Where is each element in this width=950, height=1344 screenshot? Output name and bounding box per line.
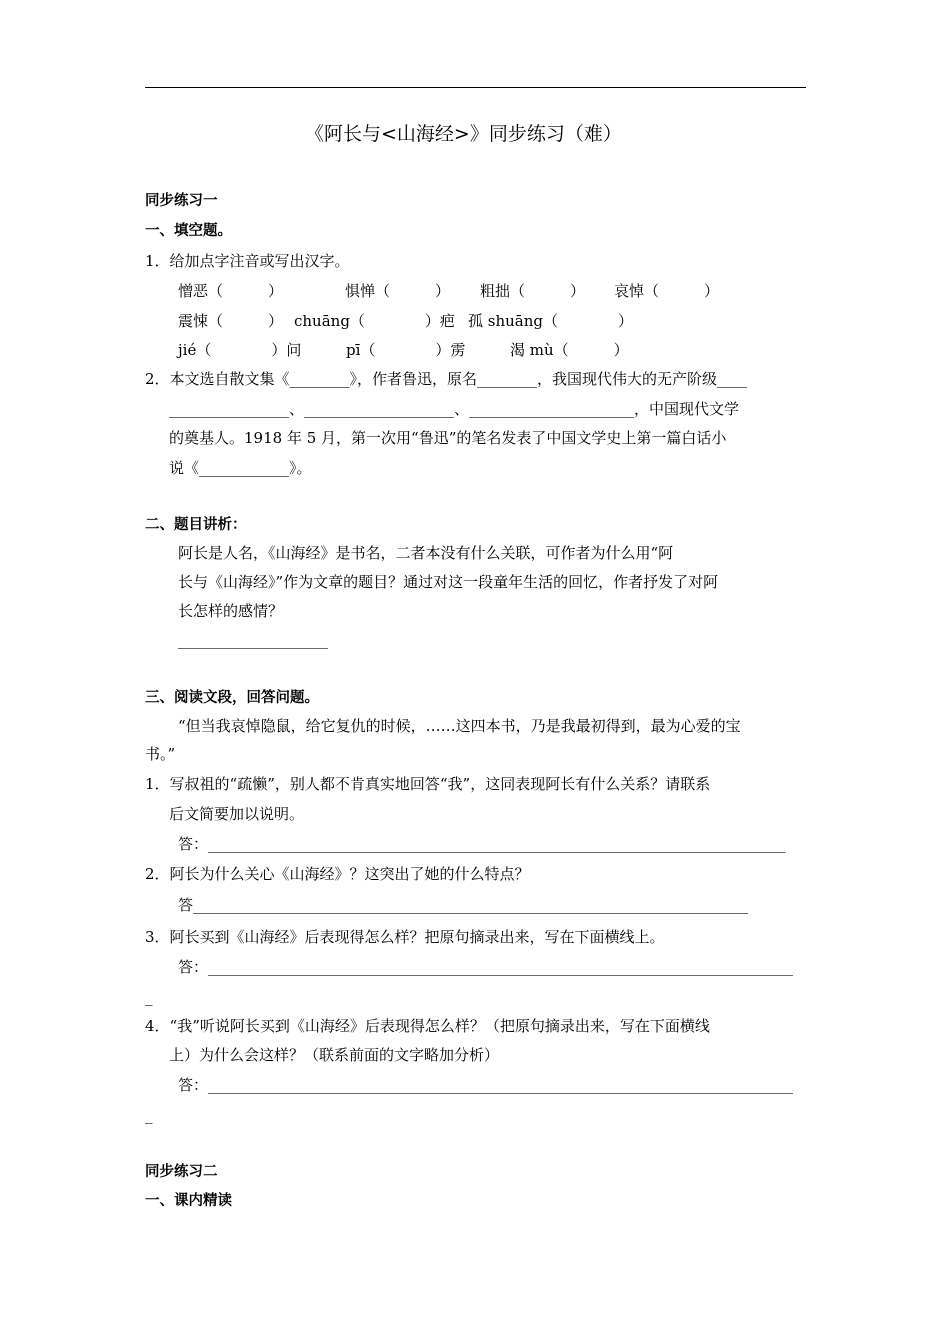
- practice-1-heading: 同步练习一: [145, 193, 218, 209]
- s1-question-2-line: 2．本文选自散文集《________》，作者鲁迅，原名________，我国现代伟大的无产阶级____: [145, 370, 748, 388]
- phonetic-item: 憎恶（ ）: [178, 282, 284, 300]
- s3-question-4-line: 上）为什么会这样？（联系前面的文字略加分析）: [169, 1046, 500, 1064]
- phonetic-item: 渴 mù（ ）: [510, 341, 629, 359]
- s2-answer-blank: ____________________: [178, 631, 328, 649]
- s3-quote-line: “但当我哀悼隐鼠，给它复仇的时候，……这四本书，乃是我最初得到，最为心爱的宝: [178, 717, 741, 735]
- s3-answer-1: 答：_____________________________________________________________________________: [178, 835, 786, 853]
- s3-question-1-line: 后文简要加以说明。: [169, 805, 305, 823]
- s2-paragraph-line: 长怎样的感情？: [178, 602, 284, 620]
- practice-2-section-heading: 一、课内精读: [145, 1193, 232, 1209]
- s1-question-2-line: 说《____________》。: [169, 459, 312, 477]
- practice-2-heading: 同步练习二: [145, 1164, 218, 1180]
- section-3-heading: 三、阅读文段，回答问题。: [145, 690, 319, 706]
- s3-answer-3: 答：______________________________________________________________________________: [178, 958, 794, 976]
- section-2-heading: 二、题目讲析：: [145, 517, 247, 533]
- s3-answer-2: 答__________________________________________________________________________: [178, 896, 749, 914]
- phonetic-item: chuāng（ ）疤: [294, 312, 455, 330]
- s2-paragraph-line: 长与《山海经》”作为文章的题目？通过对这一段童年生活的回忆，作者抒发了对阿: [178, 573, 719, 591]
- phonetic-item: 哀悼（ ）: [614, 282, 720, 300]
- s1-question-2-line: ________________、____________________、______________________，中国现代文学: [169, 400, 740, 418]
- phonetic-item: 孤 shuāng（ ）: [468, 312, 633, 330]
- s1-question-1: 1．给加点字注音或写出汉字。: [145, 252, 350, 270]
- s2-paragraph-line: 阿长是人名，《山海经》是书名，二者本没有什么关联，可作者为什么用“阿: [178, 544, 674, 562]
- s3-answer-3-tail: _: [145, 988, 153, 1006]
- phonetic-item: 震悚（ ）: [178, 312, 284, 330]
- phonetic-item: pī（ ）雳: [346, 341, 466, 359]
- header-rule: [145, 87, 806, 88]
- s3-question-2: 2．阿长为什么关心《山海经》？这突出了她的什么特点？: [145, 865, 530, 883]
- s1-question-2-line: 的奠基人。1918 年 5 月，第一次用“鲁迅”的笔名发表了中国文学史上第一篇白话小: [169, 429, 727, 447]
- s3-answer-4-tail: _: [145, 1106, 153, 1124]
- page-title: 《阿长与<山海经>》同步练习（难）: [305, 123, 622, 145]
- s3-answer-4: 答：______________________________________________________________________________: [178, 1076, 794, 1094]
- s3-question-1-line: 1．写叔祖的“疏懒”，别人都不肯真实地回答“我”，这同表现阿长有什么关系？请联系: [145, 775, 711, 793]
- phonetic-item: 惧惮（ ）: [345, 282, 451, 300]
- s3-quote-line: 书。”: [145, 745, 176, 763]
- phonetic-item: 粗拙（ ）: [480, 282, 586, 300]
- s3-question-3: 3．阿长买到《山海经》后表现得怎么样？把原句摘录出来，写在下面横线上。: [145, 928, 665, 946]
- phonetic-item: jié（ ）问: [178, 341, 302, 359]
- s3-question-4-line: 4．“我”听说阿长买到《山海经》后表现得怎么样？（把原句摘录出来，写在下面横线: [145, 1017, 710, 1035]
- section-1-heading: 一、填空题。: [145, 223, 232, 239]
